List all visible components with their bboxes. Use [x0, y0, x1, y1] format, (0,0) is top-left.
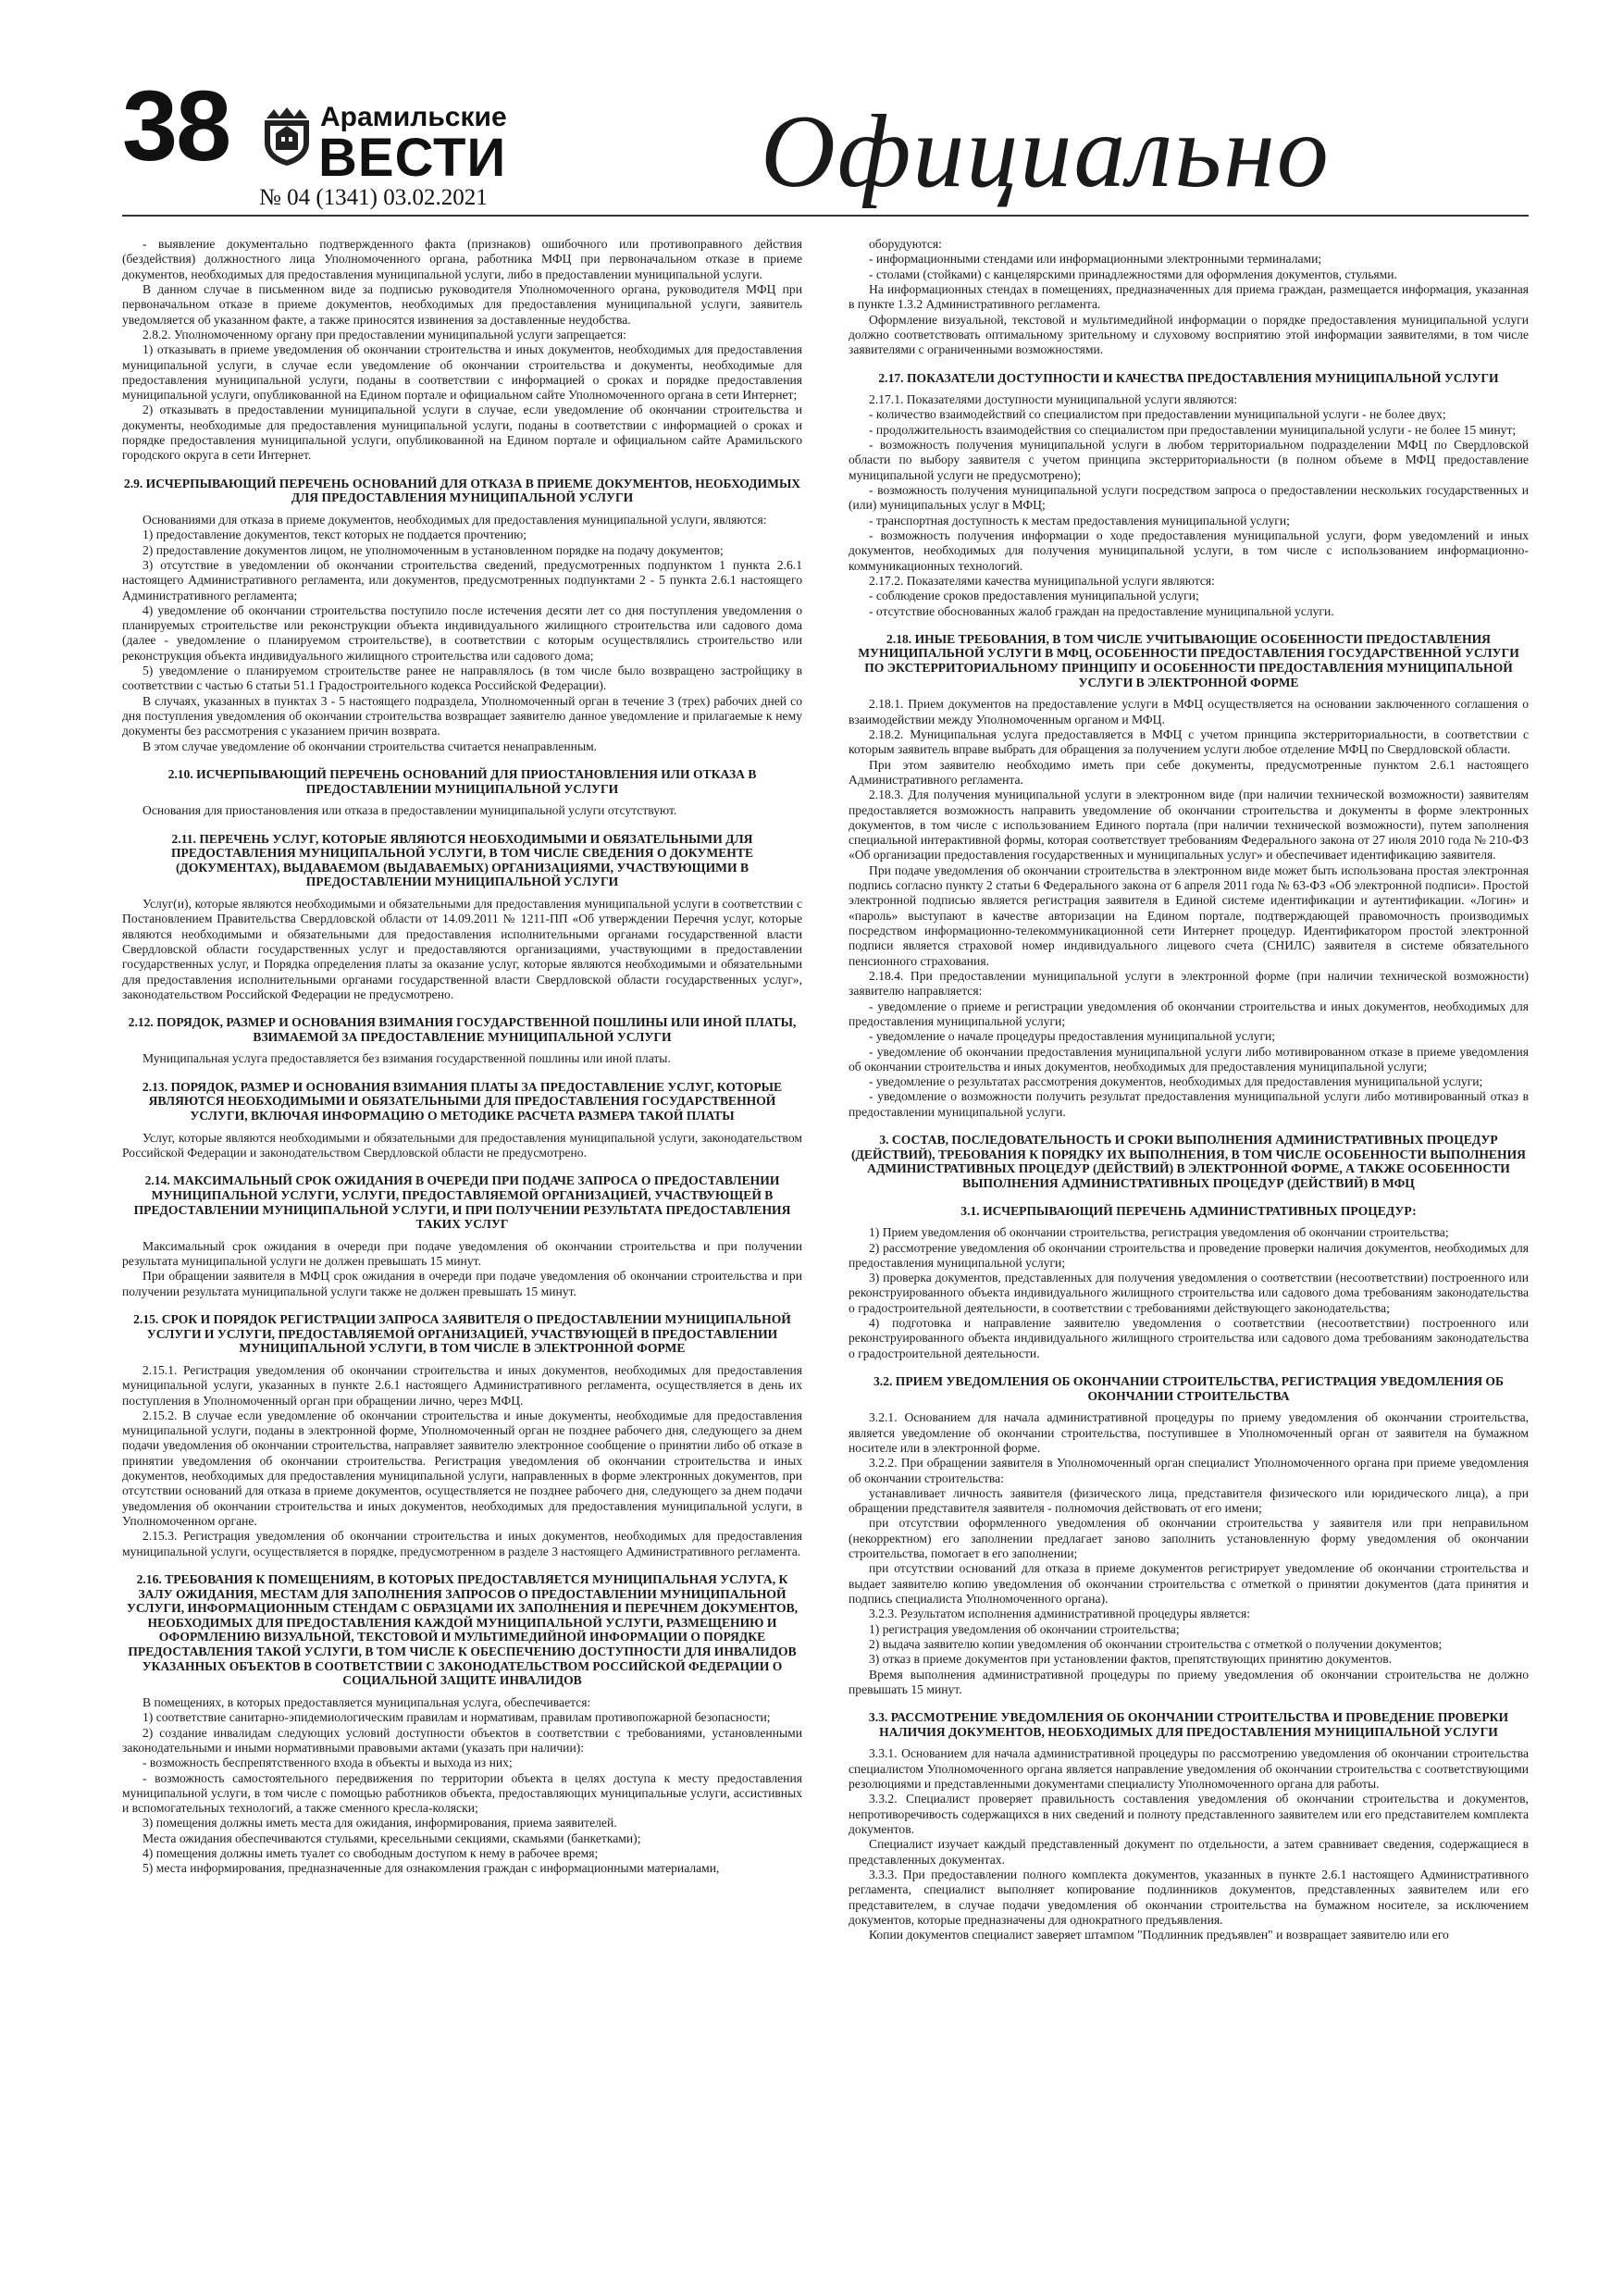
right-column	[849, 237, 1529, 2277]
paragraph: 3.3.3. При предоставлении полного комплекта документов, указанных в пункте 2.6.1 настоящего Административного регламента, специалист выполняет копирование подлинников документов, представленных заявителем или его представителем, в случае подачи уведомления об окончании строительства на бумажном носителе, за исключением документов, которые предназначены для однократного предъявления.	[849, 1867, 1529, 1927]
paragraph: При обращении заявителя в МФЦ срок ожидания в очереди при подаче уведомления об окончании строительства и при получении результата муниципальной услуги также не должен превышать 15 минут.	[122, 1269, 802, 1298]
paragraph: 2.18.1. Прием документов на предоставление услуги в МФЦ осуществляется на основании заключенного соглашения о взаимодействии между Уполномоченным органом и МФЦ.	[849, 697, 1529, 726]
paragraph: 2.17.2. Показателями качества муниципальной услуги являются:	[869, 573, 1215, 588]
paragraph: На информационных стендах в помещениях, предназначенных для приема граждан, размещается информация, указанная в пункте 1.3.2 Административного регламента.	[849, 281, 1529, 312]
paragraph: 5) уведомление о планируемом строительстве ранее не направлялось (в том числе было возвращено застройщику в соответствии с частью 6 статьи 51.1 Градостроительного кодекса Российской Федерации).	[122, 664, 802, 693]
paragraph: В данном случае в письменном виде за подписью руководителя Уполномоченного органа, руководителя МФЦ при первоначальном отказе в приеме документов, необходимых для предоставления муниципальной услуги, заявитель уведомляется об указанном факте, а также приносятся извинения за доставленные неудобства.	[122, 281, 802, 327]
paragraph: 2.15.2. В случае если уведомление об окончании строительства и иные документы, необходимые для предоставления муниципальной услуги, поданы в электронной форме, Уполномоченный орган не позднее рабочего дня, следующего за днем подачи уведомления об окончании строительства, направляет заявителю электронное сообщение о принятии либо об отказе в принятии уведомления об окончании строительства. Регистрация уведомления об окончании строительства и иных документов, необходимых для предоставления муниципальной услуги, направленных в форме электронных документов, при отсутствии оснований для отказа в приеме документов, осуществляется не позднее рабочего дня, следующего за днем подачи уведомления об окончании строительства и иных документов, необходимых для предоставления муниципальной услуги, в Уполномоченном органе.	[122, 1408, 802, 1528]
paragraph: В случаях, указанных в пунктах 3 - 5 настоящего подраздела, Уполномоченный орган в течение 3 (трех) рабочих дней со дня поступления уведомления об окончании строительства возвращает заявителю данное уведомление и прилагаемые к нему документы без рассмотрения с указанием причин возврата.	[122, 693, 802, 738]
paragraph: При подаче уведомления об окончании строительства в электронном виде может быть использована простая электронная подпись согласно пункту 2 статьи 6 Федерального закона от 6 апреля 2011 года № 63-ФЗ «Об электронной подписи». Простой электронной подписью является регистрация заявителя в Единой системе идентификации и аутентификации. «Логин» и «пароль» выступают в качестве авторизации на Едином портале, подтверждающей правомочность производимых посредством информационно-телекоммуникационной сети Интернет процедур. Идентификатором простой электронной подписи является страховой номер индивидуального лицевого счета (СНИЛС) заявителя в системе обязательного пенсионного страхования.	[849, 863, 1529, 968]
paragraph: Муниципальная услуга предоставляется без взимания государственной пошлины или иной платы.	[142, 1051, 671, 1066]
paragraph: - уведомление о возможности получить результат предоставления муниципальной услуги либо мотивированный отказ в предоставлении муниципальной услуги.	[849, 1089, 1529, 1119]
section-heading: 2.12. ПОРЯДОК, РАЗМЕР И ОСНОВАНИЯ ВЗИМАНИЯ ГОСУДАРСТВЕННОЙ ПОШЛИНЫ ИЛИ ИНОЙ ПЛАТЫ, ВЗИМАЕМОЙ ЗА ПРЕДОСТАВЛЕНИЕ МУНИЦИПАЛЬНОЙ УСЛУГИ	[128, 1015, 797, 1044]
paragraph: Услуг(и), которые являются необходимыми и обязательными для предоставления муниципальной услуги в соответствии с Постановлением Правительства Свердловской области от 14.09.2011 № 1211-ПП «Об утверждении Перечня услуг, которые являются необходимыми и обязательными для предоставления исполнительными органами государственной власти Свердловской области государственных услуг и предоставляются организациями, участвующими в предоставлении государственных услуг, и Порядка определения платы за оказание услуг, которые являются необходимыми и обязательными для предоставления исполнительными органами государственной власти Свердловской области государственных услуг», законодательством Российской Федерации не предусмотрено.	[122, 897, 802, 1001]
paragraph: 1) предоставление документов, текст которых не поддается прочтению;	[142, 527, 527, 542]
paragraph: - выявление документально подтвержденного факта (признаков) ошибочного или противоправного действия (бездействия) должностного лица Уполномоченного органа, работника МФЦ при первоначальном отказе в приеме документов, необходимых для предоставления муниципальной услуги, либо в предоставлении муниципальной услуги.	[122, 237, 802, 281]
paragraph: 4) подготовка и направление заявителю уведомления о соответствии (несоответствии) построенного или реконструированного объекта индивидуального жилищного строительства или садового дома требованиям законодательства о градостроительной деятельности.	[849, 1316, 1529, 1360]
header-divider	[122, 215, 1529, 217]
paragraph: - отсутствие обоснованных жалоб граждан на предоставление муниципальной услуги.	[869, 603, 1334, 618]
paragraph: 2) отказывать в предоставлении муниципальной услуги в случае, если уведомление об окончании строительства и документы, необходимые для предоставления муниципальной услуги, поданы в соответствии с информацией о сроках и порядке предоставления муниципальной услуги, опубликованной на Едином портале и официальном сайте Арамильского городского округа в сети Интернет.	[122, 403, 802, 463]
newspaper-name-top: Арамильские	[320, 102, 507, 132]
paragraph: - соблюдение сроков предоставления муниципальной услуги;	[869, 589, 1199, 603]
paragraph: - уведомление о результатах рассмотрения документов, необходимых для предоставления муниципальной услуги;	[869, 1074, 1483, 1089]
paragraph: - уведомление о приеме и регистрации уведомления об окончании строительства и иных документов, необходимых для предоставления муниципальной услуги;	[849, 999, 1529, 1028]
paragraph: Услуг, которые являются необходимыми и обязательными для предоставления муниципальной услуги, законодательством Российской Федерации и законодательством Свердловской области не предусмотрено.	[122, 1130, 802, 1160]
paragraph: - транспортная доступность к местам предоставления муниципальной услуги;	[869, 513, 1290, 527]
paragraph: Оформление визуальной, текстовой и мультимедийной информации о порядке предоставления муниципальной услуги должно соответствовать оптимальному зрительному и слуховому восприятию этой информации заявителями, в том числе заявителями с ограниченными возможностями.	[849, 312, 1529, 357]
paragraph: - возможность получения муниципальной услуги посредством запроса о предоставлении нескольких государственных и (или) муниципальных услуг в МФЦ;	[849, 483, 1529, 513]
town-crest-icon	[261, 105, 313, 167]
paragraph: - столами (стойками) с канцелярскими принадлежностями для оформления документов, стульями.	[869, 267, 1397, 281]
paragraph: 2.18.3. Для получения муниципальной услуги в электронном виде (при наличии технической возможности) заявителям предоставляется возможность направить уведомление об окончании строительства и документы в форме электронных документов, в том числе с использованием Единого портала (при наличии технической возможности), путем заполнения специальной интерактивной формы, которая соответствует требованиям Федерального закона от 27 июля 2010 года № 210-ФЗ «Об организации предоставления государственных и муниципальных услуг» и обеспечивает идентификацию заявителя.	[849, 788, 1529, 863]
paragraph: 2.18.2. Муниципальная услуга предоставляется в МФЦ с учетом принципа экстерриториальности, в соответствии с которым заявитель вправе выбрать для обращения за получением услуги любое отделение МФЦ по Свердловской области.	[849, 726, 1529, 757]
section-heading: 3. СОСТАВ, ПОСЛЕДОВАТЕЛЬНОСТЬ И СРОКИ ВЫПОЛНЕНИЯ АДМИНИСТРАТИВНЫХ ПРОЦЕДУР (ДЕЙСТВИЙ), ТРЕБОВАНИЯ К ПОРЯДКУ ИХ ВЫПОЛНЕНИЯ, В ТОМ ЧИСЛЕ ОСОБЕННОСТИ ВЫПОЛНЕНИЯ АДМИНИСТРАТИВНЫХ ПРОЦЕДУР (ДЕЙСТВИЙ) В ЭЛЕКТРОННОЙ ФОРМЕ, А ТАКЖЕ ОСОБЕННОСТИ ВЫПОЛНЕНИЯ АДМИНИСТРАТИВНЫХ ПРОЦЕДУР (ДЕЙСТВИЙ) В МФЦ	[851, 1133, 1526, 1190]
section-heading: 3.1. ИСЧЕРПЫВАЮЩИЙ ПЕРЕЧЕНЬ АДМИНИСТРАТИВНЫХ ПРОЦЕДУР:	[960, 1203, 1417, 1218]
paragraph: 2.8.2. Уполномоченному органу при предоставлении муниципальной услуги запрещается:	[142, 327, 626, 341]
paragraph: 4) помещения должны иметь туалет со свободным доступом к нему в рабочее время;	[142, 1846, 599, 1861]
paragraph: В помещениях, в которых предоставляется муниципальная услуга, обеспечивается:	[142, 1694, 591, 1709]
paragraph: Максимальный срок ожидания в очереди при подаче уведомления об окончании строительства и при получении результата муниципальной услуги не должен превышать 15 минут.	[122, 1238, 802, 1269]
page-number: 38	[122, 69, 230, 181]
section-heading: 2.13. ПОРЯДОК, РАЗМЕР И ОСНОВАНИЯ ВЗИМАНИЯ ПЛАТЫ ЗА ПРЕДОСТАВЛЕНИЕ УСЛУГ, КОТОРЫЕ ЯВЛЯЮТСЯ НЕОБХОДИМЫМИ И ОБЯЗАТЕЛЬНЫМИ ДЛЯ ПРЕДОСТАВЛЕНИЯ ГОСУДАРСТВЕННОЙ УСЛУГИ, ВКЛЮЧАЯ ИНФОРМАЦИЮ О МЕТОДИКЕ РАСЧЕТА РАЗМЕРА ТАКОЙ ПЛАТЫ	[142, 1079, 783, 1123]
paragraph: 1) регистрация уведомления об окончании строительства;	[869, 1621, 1180, 1636]
paragraph: 3.2.1. Основанием для начала административной процедуры по приему уведомления об окончании строительства, является уведомление об окончании строительства, поступившее в Уполномоченный орган от заявителя на бумажном носителе или в электронной форме.	[849, 1410, 1529, 1455]
section-heading: 2.17. ПОКАЗАТЕЛИ ДОСТУПНОСТИ И КАЧЕСТВА ПРЕДОСТАВЛЕНИЯ МУНИЦИПАЛЬНОЙ УСЛУГИ	[878, 370, 1499, 385]
paragraph: 2) выдача заявителю копии уведомления об окончании строительства с отметкой о получении документов;	[869, 1636, 1443, 1651]
paragraph: 1) отказывать в приеме уведомления об окончании строительства и иных документов, необходимых для предоставления муниципальной услуги, в случае если уведомление об окончании строительства и документы, необходимые для предоставления муниципальной услуги, поданы в соответствии с информацией о сроках и порядке предоставления муниципальной услуги, опубликованной на Едином портале и официальном сайте Уполномоченного органа в сети Интернет;	[122, 342, 802, 403]
section-title: Официально	[761, 94, 1331, 209]
paragraph: 3) проверка документов, представленных для получения уведомления о соответствии (несоответствии) построенного или реконструированного объекта индивидуального жилищного строительства или садового дома требованиям законодательства о градостроительной деятельности, в соответствии с требованиями действующего законодательства;	[849, 1271, 1529, 1315]
paragraph: Основаниями для отказа в приеме документов, необходимых для предоставления муниципальной услуги, являются:	[142, 512, 767, 527]
paragraph: - возможность самостоятельного передвижения по территории объекта в целях доступа к месту предоставления муниципальной услуги, в том числе с помощью работников объекта, предоставляющих муниципальные услуги, ассистивных и вспомогательных технологий, а также сменного кресла-коляски;	[122, 1770, 802, 1816]
newspaper-name-main: ВЕСТИ	[318, 128, 507, 188]
section-heading: 2.11. ПЕРЕЧЕНЬ УСЛУГ, КОТОРЫЕ ЯВЛЯЮТСЯ НЕОБХОДИМЫМИ И ОБЯЗАТЕЛЬНЫМИ ДЛЯ ПРЕДОСТАВЛЕНИЯ МУНИЦИПАЛЬНОЙ УСЛУГИ, В ТОМ ЧИСЛЕ СВЕДЕНИЯ О ДОКУМЕНТЕ (ДОКУМЕНТАХ), ВЫДАВАЕМОМ (ВЫДАВАЕМЫХ) ОРГАНИЗАЦИЯМИ, УЧАСТВУЮЩИМИ В ПРЕДОСТАВЛЕНИИ МУНИЦИПАЛЬНОЙ УСЛУГИ	[170, 831, 754, 889]
paragraph: 3.3.1. Основанием для начала административной процедуры по рассмотрению уведомления об окончании строительства специалистом Уполномоченного органа является направление уведомления об окончании строительства с соответствующими резолюциями и представленными документами специалисту Уполномоченного органа для работы.	[849, 1746, 1529, 1792]
paragraph: 3) отсутствие в уведомлении об окончании строительства сведений, предусмотренных подпунктом 1 пункта 2.6.1 настоящего Административного регламента, или документов, предусмотренных подпунктами 2 - 5 пункта 2.6.1 настоящего Административного регламента;	[122, 557, 802, 602]
paragraph: При этом заявителю необходимо иметь при себе документы, предусмотренные пунктом 2.6.1 настоящего Административного регламента.	[849, 757, 1529, 787]
paragraph: В этом случае уведомление об окончании строительства считается ненаправленным.	[142, 738, 598, 753]
paragraph: - возможность беспрепятственного входа в объекты и выхода из них;	[142, 1756, 513, 1770]
paragraph: 2.17.1. Показателями доступности муниципальной услуги являются:	[869, 392, 1238, 407]
paragraph: 2.15.1. Регистрация уведомления об окончании строительства и иных документов, необходимых для предоставления муниципальной услуги, указанных в пункте 2.6.1 настоящего Административного регламента, осуществляется в день их поступления в Уполномоченный орган при обращении лично, через МФЦ.	[122, 1362, 802, 1408]
paragraph: - продолжительность взаимодействия со специалистом при предоставлении муниципальной услуги - не более 15 минут;	[869, 422, 1517, 437]
paragraph: - возможность получения муниципальной услуги в любом территориальном подразделении МФЦ по Свердловской области по выбору заявителя с учетом принципа экстерриториальности (в полном объеме в МФЦ предоставление муниципальной услуги не предусмотрено);	[849, 438, 1529, 482]
section-heading: 3.2. ПРИЕМ УВЕДОМЛЕНИЯ ОБ ОКОНЧАНИИ СТРОИТЕЛЬСТВА, РЕГИСТРАЦИЯ УВЕДОМЛЕНИЯ ОБ ОКОНЧАНИИ СТРОИТЕЛЬСТВА	[873, 1374, 1504, 1403]
paragraph: - количество взаимодействий со специалистом при предоставлении муниципальной услуги - не более двух;	[869, 407, 1446, 422]
paragraph: 1) соответствие санитарно-эпидемиологическим правилам и нормативам, правилам противопожарной безопасности;	[142, 1710, 771, 1725]
section-heading: 2.14. МАКСИМАЛЬНЫЙ СРОК ОЖИДАНИЯ В ОЧЕРЕДИ ПРИ ПОДАЧЕ ЗАПРОСА О ПРЕДОСТАВЛЕНИИ МУНИЦИПАЛЬНОЙ УСЛУГИ, УСЛУГИ, ПРЕДОСТАВЛЯЕМОЙ ОРГАНИЗАЦИЕЙ, УЧАСТВУЮЩЕЙ В ПРЕДОСТАВЛЕНИИ МУНИЦИПАЛЬНОЙ УСЛУГИ, И ПРИ ПОЛУЧЕНИИ РЕЗУЛЬТАТА ПРЕДОСТАВЛЕНИЯ ТАКИХ УСЛУГ	[133, 1173, 791, 1232]
paragraph: 2) рассмотрение уведомления об окончании строительства и проведение проверки наличия документов, необходимых для предоставления муниципальной услуги;	[849, 1240, 1529, 1270]
paragraph: - уведомление о начале процедуры предоставления муниципальной услуги;	[869, 1029, 1276, 1044]
paragraph: 4) уведомление об окончании строительства поступило после истечения десяти лет со дня поступления уведомления о планируемых строительстве или реконструкции объекта индивидуального жилищного строительства или садового дома (далее - уведомление о планируемом строительстве), в соответствии с которым осуществлялись строительство или реконструкция объекта индивидуального жилищного строительства или садового дома;	[122, 602, 802, 663]
paragraph: Время выполнения административной процедуры по приему уведомления об окончании строительства не должно превышать 15 минут.	[849, 1667, 1529, 1696]
paragraph: 2.18.4. При предоставлении муниципальной услуги в электронной форме (при наличии технической возможности) заявителю направляется:	[849, 968, 1529, 999]
paragraph: 2) предоставление документов лицом, не уполномоченным в установленном порядке на подачу документов;	[142, 542, 724, 557]
paragraph: при отсутствии оснований для отказа в приеме документов регистрирует уведомление об окончании строительства и выдает заявителю копию уведомления об окончании строительства с отметкой о принятии документов (дата принятия и подпись специалиста Уполномоченного органа).	[849, 1561, 1529, 1606]
section-heading: 2.16. ТРЕБОВАНИЯ К ПОМЕЩЕНИЯМ, В КОТОРЫХ ПРЕДОСТАВЛЯЕТСЯ МУНИЦИПАЛЬНАЯ УСЛУГА, К ЗАЛУ ОЖИДАНИЯ, МЕСТАМ ДЛЯ ЗАПОЛНЕНИЯ ЗАПРОСОВ О ПРЕДОСТАВЛЕНИИ МУНИЦИПАЛЬНОЙ УСЛУГИ, ИНФОРМАЦИОННЫМ СТЕНДАМ С ОБРАЗЦАМИ ИХ ЗАПОЛНЕНИЯ И ПЕРЕЧНЕМ ДОКУМЕНТОВ, НЕОБХОДИМЫХ ДЛЯ ПРЕДОСТАВЛЕНИЯ КАЖДОЙ МУНИЦИПАЛЬНОЙ УСЛУГИ, РАЗМЕЩЕНИЮ И ОФОРМЛЕНИЮ ВИЗУАЛЬНОЙ, ТЕКСТОВОЙ И МУЛЬТИМЕДИЙНОЙ ИНФОРМАЦИИ О ПОРЯДКЕ ПРЕДОСТАВЛЕНИЯ ТАКОЙ УСЛУГИ, В ТОМ ЧИСЛЕ К ОБЕСПЕЧЕНИЮ ДОСТУПНОСТИ ДЛЯ ИНВАЛИДОВ УКАЗАННЫХ ОБЪЕКТОВ В СООТВЕТСТВИИ С ЗАКОНОДАТЕЛЬСТВОМ РОССИЙСКОЙ ФЕДЕРАЦИИ О СОЦИАЛЬНОЙ ЗАЩИТЕ ИНВАЛИДОВ	[126, 1571, 799, 1688]
paragraph: при отсутствии оформленного уведомления об окончании строительства у заявителя или при неправильном (некорректном) его заполнении предлагает заново заполнить установленную форму уведомления об окончании строительства, помогает в его заполнении;	[849, 1516, 1529, 1561]
section-heading: 2.9. ИСЧЕРПЫВАЮЩИЙ ПЕРЕЧЕНЬ ОСНОВАНИЙ ДЛЯ ОТКАЗА В ПРИЕМЕ ДОКУМЕНТОВ, НЕОБХОДИМЫХ ДЛЯ ПРЕДОСТАВЛЕНИЯ МУНИЦИПАЛЬНОЙ УСЛУГИ	[123, 476, 801, 505]
paragraph: 3.2.3. Результатом исполнения административной процедуры является:	[869, 1607, 1251, 1621]
paragraph: Специалист изучает каждый представленный документ по отдельности, а затем сравнивает сведения, содержащиеся в представленных документах.	[849, 1837, 1529, 1867]
paragraph: - уведомление об окончании предоставления муниципальной услуги либо мотивированном отказе в приеме уведомления об окончании строительства и иных документов, необходимых для предоставления муниципальной услуги;	[849, 1044, 1529, 1074]
paragraph: Копии документов специалист заверяет штампом "Подлинник предъявлен" и возвращает заявителю или его	[869, 1928, 1449, 1942]
paragraph: 3.3.2. Специалист проверяет правильность составления уведомления об окончании строительства и документов, непротиворечивость содержащихся в них сведений и полноту представленного заявителем или его представителем комплекта документов.	[849, 1792, 1529, 1836]
paragraph: устанавливает личность заявителя (физического лица, представителя физического или юридического лица), а при обращении представителя заявителя - полномочия действовать от его имени;	[849, 1485, 1529, 1516]
paragraph: Места ожидания обеспечиваются стульями, кресельными секциями, скамьями (банкетками);	[142, 1831, 641, 1845]
section-heading: 2.15. СРОК И ПОРЯДОК РЕГИСТРАЦИИ ЗАПРОСА ЗАЯВИТЕЛЯ О ПРЕДОСТАВЛЕНИИ МУНИЦИПАЛЬНОЙ УСЛУГИ И УСЛУГИ, ПРЕДОСТАВЛЯЕМОЙ ОРГАНИЗАЦИЕЙ, УЧАСТВУЮЩЕЙ В ПРЕДОСТАВЛЕНИИ МУНИЦИПАЛЬНОЙ УСЛУГИ, В ТОМ ЧИСЛЕ В ЭЛЕКТРОННОЙ ФОРМЕ	[133, 1312, 791, 1356]
section-heading: 3.3. РАССМОТРЕНИЕ УВЕДОМЛЕНИЯ ОБ ОКОНЧАНИИ СТРОИТЕЛЬСТВА И ПРОВЕДЕНИЕ ПРОВЕРКИ НАЛИЧИЯ ДОКУМЕНТОВ, НЕОБХОДИМЫХ ДЛЯ ПРЕДОСТАВЛЕНИЯ МУНИЦИПАЛЬНОЙ УСЛУГИ	[868, 1710, 1509, 1739]
section-heading: 2.10. ИСЧЕРПЫВАЮЩИЙ ПЕРЕЧЕНЬ ОСНОВАНИЙ ДЛЯ ПРИОСТАНОВЛЕНИЯ ИЛИ ОТКАЗА В ПРЕДОСТАВЛЕНИИ МУНИЦИПАЛЬНОЙ УСЛУГИ	[167, 766, 757, 796]
paragraph: 3) отказ в приеме документов при установлении фактов, препятствующих принятию документов.	[869, 1652, 1393, 1667]
section-heading: 2.18. ИНЫЕ ТРЕБОВАНИЯ, В ТОМ ЧИСЛЕ УЧИТЫВАЮЩИЕ ОСОБЕННОСТИ ПРЕДОСТАВЛЕНИЯ МУНИЦИПАЛЬНОЙ УСЛУГИ В МФЦ, ОСОБЕННОСТИ ПРЕДОСТАВЛЕНИЯ ГОСУДАРСТВЕННОЙ УСЛУГИ ПО ЭКСТЕРРИТОРИАЛЬНОМУ ПРИНЦИПУ И ОСОБЕННОСТИ ПРЕДОСТАВЛЕНИЯ МУНИЦИПАЛЬНОЙ УСЛУГИ В ЭЛЕКТРОННОЙ ФОРМЕ	[858, 631, 1519, 689]
paragraph: 3.2.2. При обращении заявителя в Уполномоченный орган специалист Уполномоченного органа при приеме уведомления об окончании строительства:	[849, 1456, 1529, 1485]
paragraph: 2.15.3. Регистрация уведомления об окончании строительства и иных документов, необходимых для предоставления муниципальной услуги, осуществляется в порядке, предусмотренном в разделе 3 настоящего Административного регламента.	[122, 1529, 802, 1558]
paragraph: 1) Прием уведомления об окончании строительства, регистрация уведомления об окончании строительства;	[869, 1225, 1449, 1240]
paragraph: 2) создание инвалидам следующих условий доступности объектов в соответствии с требованиями, установленными законодательными и иными нормативными правовыми актами (указать при наличии):	[122, 1725, 802, 1755]
paragraph: - информационными стендами или информационными электронными терминалами;	[869, 252, 1322, 267]
masthead	[122, 67, 1529, 215]
issue-number-date: № 04 (1341) 03.02.2021	[259, 185, 488, 210]
left-column	[122, 237, 802, 2277]
paragraph: Основания для приостановления или отказа в предоставлении муниципальной услуги отсутствуют.	[142, 803, 677, 818]
paragraph: 5) места информирования, предназначенные для ознакомления граждан с информационными материалами,	[142, 1861, 720, 1876]
paragraph: оборудуются:	[869, 237, 942, 251]
paragraph: 3) помещения должны иметь места для ожидания, информирования, приема заявителей.	[142, 1816, 617, 1831]
paragraph: - возможность получения информации о ходе предоставления муниципальной услуги, форм уведомлений и иных документов, необходимых для получения муниципальной услуги, в том числе с использованием информационно-коммуникационных технологий.	[849, 527, 1529, 573]
